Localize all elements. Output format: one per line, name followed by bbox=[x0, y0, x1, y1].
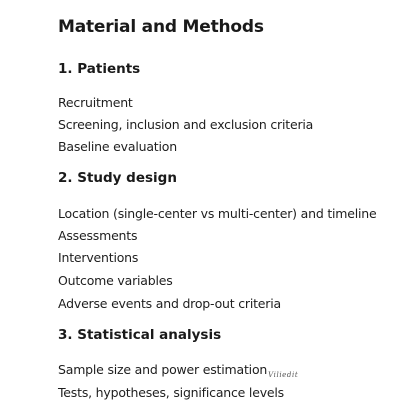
section-heading-study-design: 2. Study design bbox=[58, 170, 177, 186]
list-item bbox=[58, 362, 298, 379]
page-title: Material and Methods bbox=[58, 17, 264, 37]
section-heading-statistical-analysis: 3. Statistical analysis bbox=[58, 327, 222, 343]
list-item: Outcome variables bbox=[58, 273, 173, 288]
list-item: Assessments bbox=[58, 228, 138, 243]
list-item: Recruitment bbox=[58, 95, 133, 110]
list-item: Tests, hypotheses, significance levels bbox=[58, 385, 284, 400]
section-heading-patients: 1. Patients bbox=[58, 61, 141, 77]
list-item-text: Sample size and power estimation bbox=[58, 362, 268, 377]
list-item: Interventions bbox=[58, 250, 139, 265]
list-item: Adverse events and drop-out criteria bbox=[58, 296, 281, 311]
list-item: Baseline evaluation bbox=[58, 139, 177, 154]
list-item: Location (single-center vs multi-center) and timeline bbox=[58, 206, 377, 221]
list-item: Screening, inclusion and exclusion criteria bbox=[58, 117, 314, 132]
handwritten-annotation: Viliedit bbox=[268, 371, 299, 379]
